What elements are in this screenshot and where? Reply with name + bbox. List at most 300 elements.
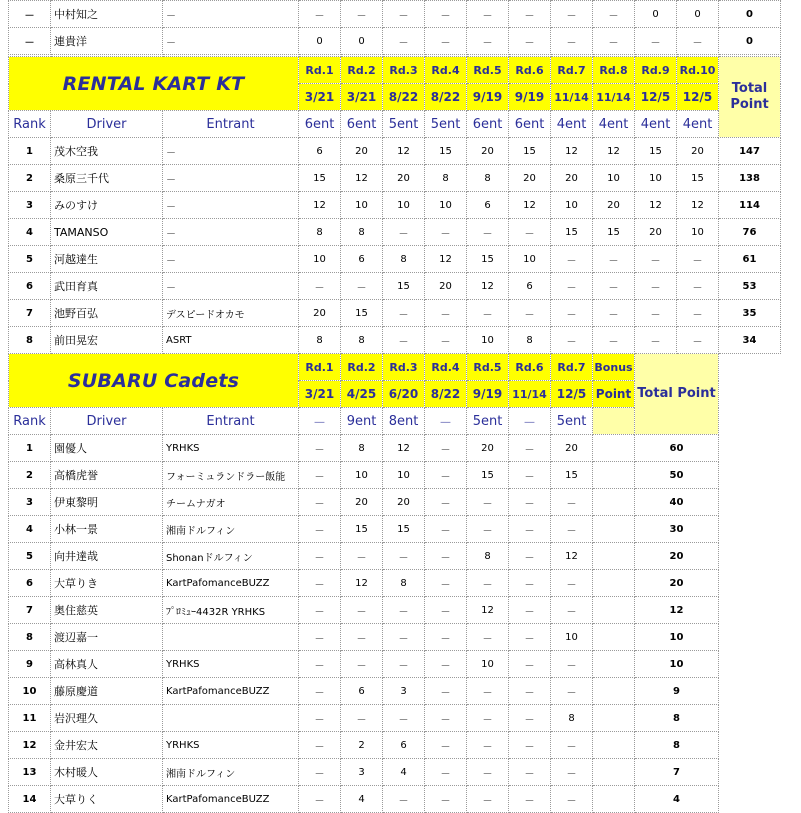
sc-round: Rd.3 [383,354,425,381]
points-cell: 8 [467,543,509,570]
bonus-cell [593,489,635,516]
points-cell: － [593,28,635,55]
bonus-cell [593,786,635,813]
entrant-cell: － [163,28,299,55]
points-cell: 20 [551,435,593,462]
points-cell: 8 [383,570,425,597]
points-cell: － [425,327,467,354]
points-cell: － [509,624,551,651]
driver-cell: 向井達哉 [51,543,163,570]
total-cell: 10 [635,651,719,678]
table-row [9,28,781,55]
points-cell: 6 [341,246,383,273]
kt-round: Rd.8 [593,57,635,84]
points-cell: － [551,732,593,759]
entrant-cell: － [163,192,299,219]
points-cell: 8 [341,327,383,354]
points-cell: 6 [509,273,551,300]
points-cell: － [425,786,467,813]
rank-cell: 1 [9,138,51,165]
points-cell: 10 [425,192,467,219]
entrant-cell: － [163,138,299,165]
points-cell: － [299,597,341,624]
bonus-cell [593,516,635,543]
rental-kart-kt-table [8,56,781,354]
sc-date: 12/5 [551,381,593,408]
sc-bonus-label-1: Bonus [593,354,635,381]
points-cell: 20 [383,165,425,192]
points-cell: － [509,570,551,597]
bonus-cell [593,570,635,597]
kt-entries: 6ent [467,111,509,138]
points-cell: － [425,28,467,55]
points-cell: － [509,1,551,28]
sc-entries: 8ent [383,408,425,435]
kt-date: 8/22 [383,84,425,111]
points-cell: － [509,705,551,732]
driver-cell: 木村暖人 [51,759,163,786]
kt-entries: 6ent [509,111,551,138]
driver-cell: 渡辺嘉一 [51,624,163,651]
total-cell: 138 [719,165,781,192]
points-cell: － [299,678,341,705]
table-row [9,1,781,28]
kt-date: 8/22 [425,84,467,111]
rank-cell: 7 [9,597,51,624]
points-cell: － [593,1,635,28]
points-cell: － [425,462,467,489]
points-cell: 15 [551,219,593,246]
kt-entries: 4ent [593,111,635,138]
rank-cell: 2 [9,165,51,192]
points-cell: － [467,516,509,543]
sc-entries: 9ent [341,408,383,435]
rank-cell: 8 [9,327,51,354]
points-cell: 20 [383,489,425,516]
points-cell: 20 [341,489,383,516]
points-cell: － [425,570,467,597]
rank-cell: 10 [9,678,51,705]
points-cell: － [341,1,383,28]
points-cell: 20 [341,138,383,165]
kt-date: 12/5 [677,84,719,111]
points-cell: － [509,462,551,489]
kt-date: 9/19 [467,84,509,111]
entrant-cell: 湘南ドルフィン [163,759,299,786]
table-row [9,678,719,705]
total-cell: 8 [635,732,719,759]
sc-rank-header: Rank [9,408,51,435]
table-row [9,327,781,354]
kt-entries: 4ent [551,111,593,138]
points-cell: 12 [467,597,509,624]
points-cell: － [341,543,383,570]
driver-cell: 高林真人 [51,651,163,678]
points-cell: － [509,435,551,462]
points-cell: － [551,300,593,327]
subaru-cadets-table [8,353,719,813]
points-cell: 12 [551,138,593,165]
bonus-cell [593,678,635,705]
driver-cell: 中村知之 [51,1,163,28]
rank-cell: 1 [9,435,51,462]
points-cell: － [425,732,467,759]
points-cell: － [593,300,635,327]
points-cell: － [299,570,341,597]
points-cell: － [635,327,677,354]
kt-date: 12/5 [635,84,677,111]
points-cell: － [551,28,593,55]
points-cell: 8 [341,219,383,246]
points-cell: － [425,651,467,678]
entrant-cell: ASRT [163,327,299,354]
sc-round: Rd.5 [467,354,509,381]
kt-round: Rd.3 [383,57,425,84]
points-cell: － [383,327,425,354]
kt-date: 9/19 [509,84,551,111]
points-cell: 10 [383,462,425,489]
points-cell: － [341,705,383,732]
bonus-cell [593,624,635,651]
points-cell: － [509,28,551,55]
entrant-cell: KartPafomanceBUZZ [163,786,299,813]
points-cell: － [341,273,383,300]
total-cell: 34 [719,327,781,354]
points-cell: － [425,300,467,327]
entrant-cell: － [163,219,299,246]
total-cell: 12 [635,597,719,624]
points-cell: － [509,651,551,678]
rank-cell: － [9,28,51,55]
sc-date: 9/19 [467,381,509,408]
points-cell: － [383,1,425,28]
table-row [9,705,719,732]
points-cell: 15 [635,138,677,165]
rank-cell: 12 [9,732,51,759]
kt-round: Rd.1 [299,57,341,84]
points-cell: － [299,489,341,516]
points-cell: 15 [509,138,551,165]
rank-cell: 3 [9,489,51,516]
points-cell: 12 [341,165,383,192]
points-cell: － [509,759,551,786]
total-cell: 50 [635,462,719,489]
points-cell: 0 [635,1,677,28]
sc-date: 11/14 [509,381,551,408]
entrant-cell: － [163,1,299,28]
points-cell: 4 [341,786,383,813]
points-cell: － [509,516,551,543]
points-cell: － [551,1,593,28]
table-row [9,597,719,624]
points-cell: － [509,300,551,327]
kt-title: RENTAL KART KT [9,57,299,111]
driver-cell: 茂木空我 [51,138,163,165]
points-cell: － [299,705,341,732]
points-cell: － [509,732,551,759]
points-cell: － [425,219,467,246]
table-row [9,246,781,273]
points-cell: － [425,435,467,462]
bonus-cell [593,705,635,732]
entrant-cell: － [163,246,299,273]
points-cell: － [593,327,635,354]
points-cell: － [509,678,551,705]
kt-round: Rd.10 [677,57,719,84]
points-cell: 12 [383,138,425,165]
sc-entrant-header: Entrant [163,408,299,435]
points-cell: － [467,570,509,597]
points-cell: 8 [551,705,593,732]
sc-entries: － [425,408,467,435]
total-cell: 10 [635,624,719,651]
points-cell: － [341,597,383,624]
points-cell: － [467,300,509,327]
points-cell: 6 [299,138,341,165]
points-cell: 8 [425,165,467,192]
points-cell: － [551,786,593,813]
driver-cell: 大草りく [51,786,163,813]
rank-cell: 6 [9,273,51,300]
driver-cell: 連貴洋 [51,28,163,55]
driver-cell: 金井宏太 [51,732,163,759]
points-cell: － [383,624,425,651]
points-cell: 15 [425,138,467,165]
points-cell: 12 [677,192,719,219]
points-cell: － [383,219,425,246]
points-cell: － [551,570,593,597]
kt-entries: 6ent [299,111,341,138]
sc-round: Rd.4 [425,354,467,381]
table-row [9,300,781,327]
total-cell: 114 [719,192,781,219]
kt-round: Rd.7 [551,57,593,84]
rank-cell: 14 [9,786,51,813]
driver-cell: みのすけ [51,192,163,219]
rank-cell: 9 [9,651,51,678]
rank-cell: 2 [9,462,51,489]
points-cell: 20 [467,138,509,165]
points-cell: 10 [551,624,593,651]
sc-total-header: Total Point [635,354,719,435]
rank-cell: 8 [9,624,51,651]
kt-round: Rd.2 [341,57,383,84]
kt-entries: 5ent [425,111,467,138]
rank-cell: 3 [9,192,51,219]
points-cell: 8 [509,327,551,354]
driver-cell: 奥住慈英 [51,597,163,624]
points-cell: － [299,759,341,786]
points-cell: 8 [467,165,509,192]
points-cell: 15 [383,516,425,543]
total-cell: 61 [719,246,781,273]
table-row [9,786,719,813]
points-cell: － [383,28,425,55]
sc-date: 3/21 [299,381,341,408]
table-row [9,219,781,246]
sc-entries-bonus [593,408,635,435]
entrant-cell: KartPafomanceBUZZ [163,570,299,597]
points-cell: 15 [677,165,719,192]
points-cell: 12 [425,246,467,273]
points-cell: － [509,786,551,813]
total-cell: 7 [635,759,719,786]
total-cell: 30 [635,516,719,543]
points-cell: 10 [677,219,719,246]
points-cell: － [467,705,509,732]
kt-entries: 4ent [635,111,677,138]
sc-date: 4/25 [341,381,383,408]
points-cell: 20 [299,300,341,327]
entrant-cell [163,624,299,651]
table-row [9,570,719,597]
kt-total-header [719,57,781,138]
points-cell: － [593,273,635,300]
points-cell: 8 [383,246,425,273]
kt-date: 11/14 [593,84,635,111]
points-cell: － [299,516,341,543]
sc-date: 8/22 [425,381,467,408]
points-cell: 20 [509,165,551,192]
entrant-cell: YRHKS [163,651,299,678]
points-cell: 10 [299,246,341,273]
total-cell: 147 [719,138,781,165]
points-cell: 15 [341,516,383,543]
total-cell: 60 [635,435,719,462]
points-cell: － [467,489,509,516]
points-cell: － [551,678,593,705]
entrant-cell: － [163,165,299,192]
kt-round: Rd.5 [467,57,509,84]
bonus-cell [593,651,635,678]
sc-round: Rd.2 [341,354,383,381]
points-cell: － [509,489,551,516]
points-cell: － [425,705,467,732]
entrant-cell: チームナガオ [163,489,299,516]
sc-entries: 5ent [467,408,509,435]
points-cell: － [383,651,425,678]
rank-cell: 4 [9,516,51,543]
points-cell: 0 [299,28,341,55]
points-cell: － [551,489,593,516]
points-cell: 15 [551,462,593,489]
points-cell: 8 [341,435,383,462]
points-cell: － [467,786,509,813]
driver-cell: 池野百弘 [51,300,163,327]
points-cell: － [383,300,425,327]
points-cell: － [551,759,593,786]
table-row [9,651,719,678]
points-cell: 10 [635,165,677,192]
points-cell: － [677,273,719,300]
table-row [9,516,719,543]
rank-cell: 5 [9,246,51,273]
points-cell: 12 [551,543,593,570]
table-row [9,489,719,516]
points-cell: 4 [383,759,425,786]
kt-round: Rd.4 [425,57,467,84]
points-cell: 10 [467,651,509,678]
points-cell: － [425,543,467,570]
points-cell: － [677,246,719,273]
points-cell: － [551,273,593,300]
bonus-cell [593,597,635,624]
sc-date: 6/20 [383,381,425,408]
table-row [9,138,781,165]
total-cell: 76 [719,219,781,246]
rank-cell: 11 [9,705,51,732]
points-cell: － [425,1,467,28]
points-cell: － [551,597,593,624]
kt-entries: 5ent [383,111,425,138]
rank-cell: 4 [9,219,51,246]
points-cell: － [467,1,509,28]
driver-cell: 岩沢理久 [51,705,163,732]
kt-entrant-header: Entrant [163,111,299,138]
points-cell: － [383,597,425,624]
total-cell: 20 [635,570,719,597]
points-cell: 6 [383,732,425,759]
points-cell: － [635,300,677,327]
total-cell: 0 [719,28,781,55]
entrant-cell: KartPafomanceBUZZ [163,678,299,705]
points-cell: 20 [635,219,677,246]
bonus-cell [593,759,635,786]
entrant-cell: YRHKS [163,435,299,462]
points-cell: － [299,435,341,462]
entrant-cell: ﾌﾟﾛﾐｭｰ4432R YRHKS [163,597,299,624]
driver-cell: 河越達生 [51,246,163,273]
points-cell: 10 [551,192,593,219]
total-cell: 20 [635,543,719,570]
points-cell: 20 [551,165,593,192]
entrant-cell: フォーミュランドラー飯能 [163,462,299,489]
points-cell: 12 [299,192,341,219]
points-cell: － [467,759,509,786]
total-cell: 8 [635,705,719,732]
points-cell: － [551,327,593,354]
driver-cell: 武田育真 [51,273,163,300]
sc-entries: 5ent [551,408,593,435]
points-cell: － [677,300,719,327]
total-cell: 9 [635,678,719,705]
sc-entries: － [509,408,551,435]
points-cell: 2 [341,732,383,759]
points-cell: － [509,543,551,570]
rank-cell: 5 [9,543,51,570]
driver-cell: 伊東黎明 [51,489,163,516]
points-cell: － [467,219,509,246]
driver-cell: 藤原慶道 [51,678,163,705]
points-cell: － [341,651,383,678]
points-cell: 3 [383,678,425,705]
points-cell: － [299,732,341,759]
driver-cell: 園優人 [51,435,163,462]
points-cell: － [509,219,551,246]
points-cell: 10 [509,246,551,273]
kt-total-label-1: Total [731,81,768,96]
kt-entries: 6ent [341,111,383,138]
top-standings-table [8,0,781,55]
points-cell: 10 [383,192,425,219]
points-cell: 12 [341,570,383,597]
total-cell: 53 [719,273,781,300]
total-cell: 40 [635,489,719,516]
points-cell: 10 [341,192,383,219]
points-cell: 0 [677,1,719,28]
driver-cell: TAMANSO [51,219,163,246]
points-cell: 10 [593,165,635,192]
